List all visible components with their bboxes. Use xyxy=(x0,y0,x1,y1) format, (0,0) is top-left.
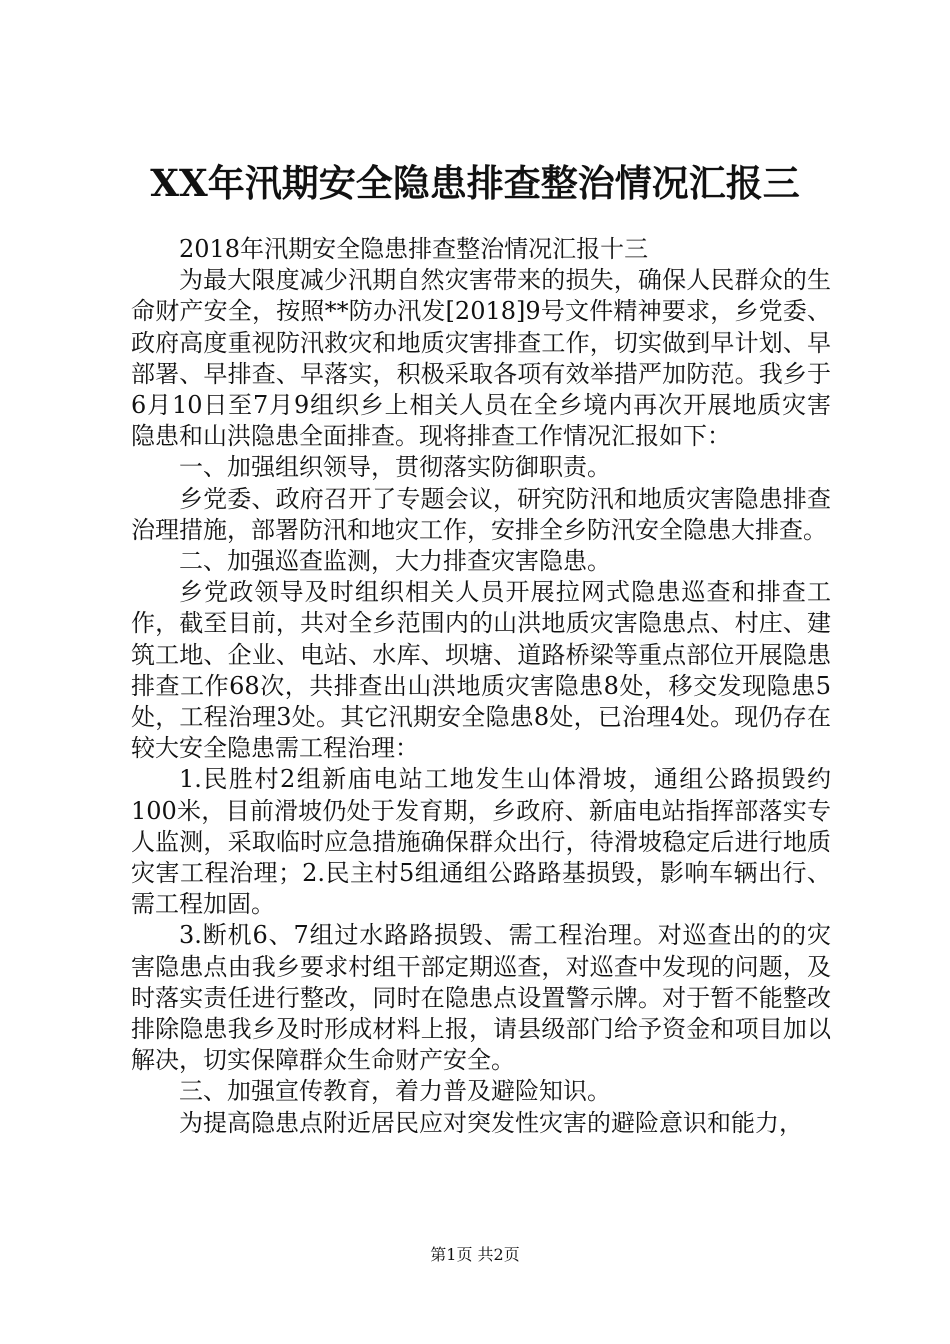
document-body xyxy=(131,234,831,1139)
section-heading-3: 三、加强宣传教育，着力普及避险知识。 xyxy=(179,1077,611,1106)
paragraph-section-1: 乡党委、政府召开了专题会议，研究防汛和地质灾害隐患排查治理措施，部署防汛和地灾工作，安排全乡防汛安全隐患大排查。 xyxy=(131,484,831,544)
paragraph-intro: 为最大限度减少汛期自然灾害带来的损失，确保人民群众的生命财产安全，按照**防办汛发[2018]9号文件精神要求，乡党委、政府高度重视防汛救灾和地质灾害排查工作，切实做到早计划、早部署、早排查、早落实，积极采取各项有效举措严加防范。我乡于6月10日至7月9组织乡上相关人员在全乡境内再次开展地质灾害隐患和山洪隐患全面排查。现将排查工作情况汇报如下： xyxy=(131,266,831,451)
document-title: XX年汛期安全隐患排查整治情况汇报三 xyxy=(150,161,800,205)
paragraph-subtitle: 2018年汛期安全隐患排查整治情况汇报十三 xyxy=(179,235,649,263)
page-footer: 第1页 共2页 xyxy=(430,1245,520,1264)
section-heading-1: 一、加强组织领导，贯彻落实防御职责。 xyxy=(179,453,611,482)
section-heading-2: 二、加强巡查监测，大力排查灾害隐患。 xyxy=(179,547,611,576)
paragraph-item-3: 3.断机6、7组过水路路损毁、需工程治理。对巡查出的的灾害隐患点由我乡要求村组干部定期巡查，对巡查中发现的问题，及时落实责任进行整改，同时在隐患点设置警示牌。对于暂不能整改排除隐患我乡及时形成材料上报，请县级部门给予资金和项目加以解决，切实保障群众生命财产安全。 xyxy=(131,921,831,1075)
paragraph-section-3: 为提高隐患点附近居民应对突发性灾害的避险意识和能力， xyxy=(179,1108,803,1137)
paragraph-section-2: 乡党政领导及时组织相关人员开展拉网式隐患巡查和排查工作，截至目前，共对全乡范围内的山洪地质灾害隐患点、村庄、建筑工地、企业、电站、水库、坝塘、道路桥梁等重点部位开展隐患排查工作68次，共排查出山洪地质灾害隐患8处，移交发现隐患5处，工程治理3处。其它汛期安全隐患8处，已治理4处。现仍存在较大安全隐患需工程治理： xyxy=(131,578,831,763)
paragraph-item-1-2: 1.民胜村2组新庙电站工地发生山体滑坡，通组公路损毁约100米，目前滑坡仍处于发育期，乡政府、新庙电站指挥部落实专人监测，采取临时应急措施确保群众出行，待滑坡稳定后进行地质灾害工程治理；2.民主村5组通组公路路基损毁，影响车辆出行、需工程加固。 xyxy=(131,765,831,919)
